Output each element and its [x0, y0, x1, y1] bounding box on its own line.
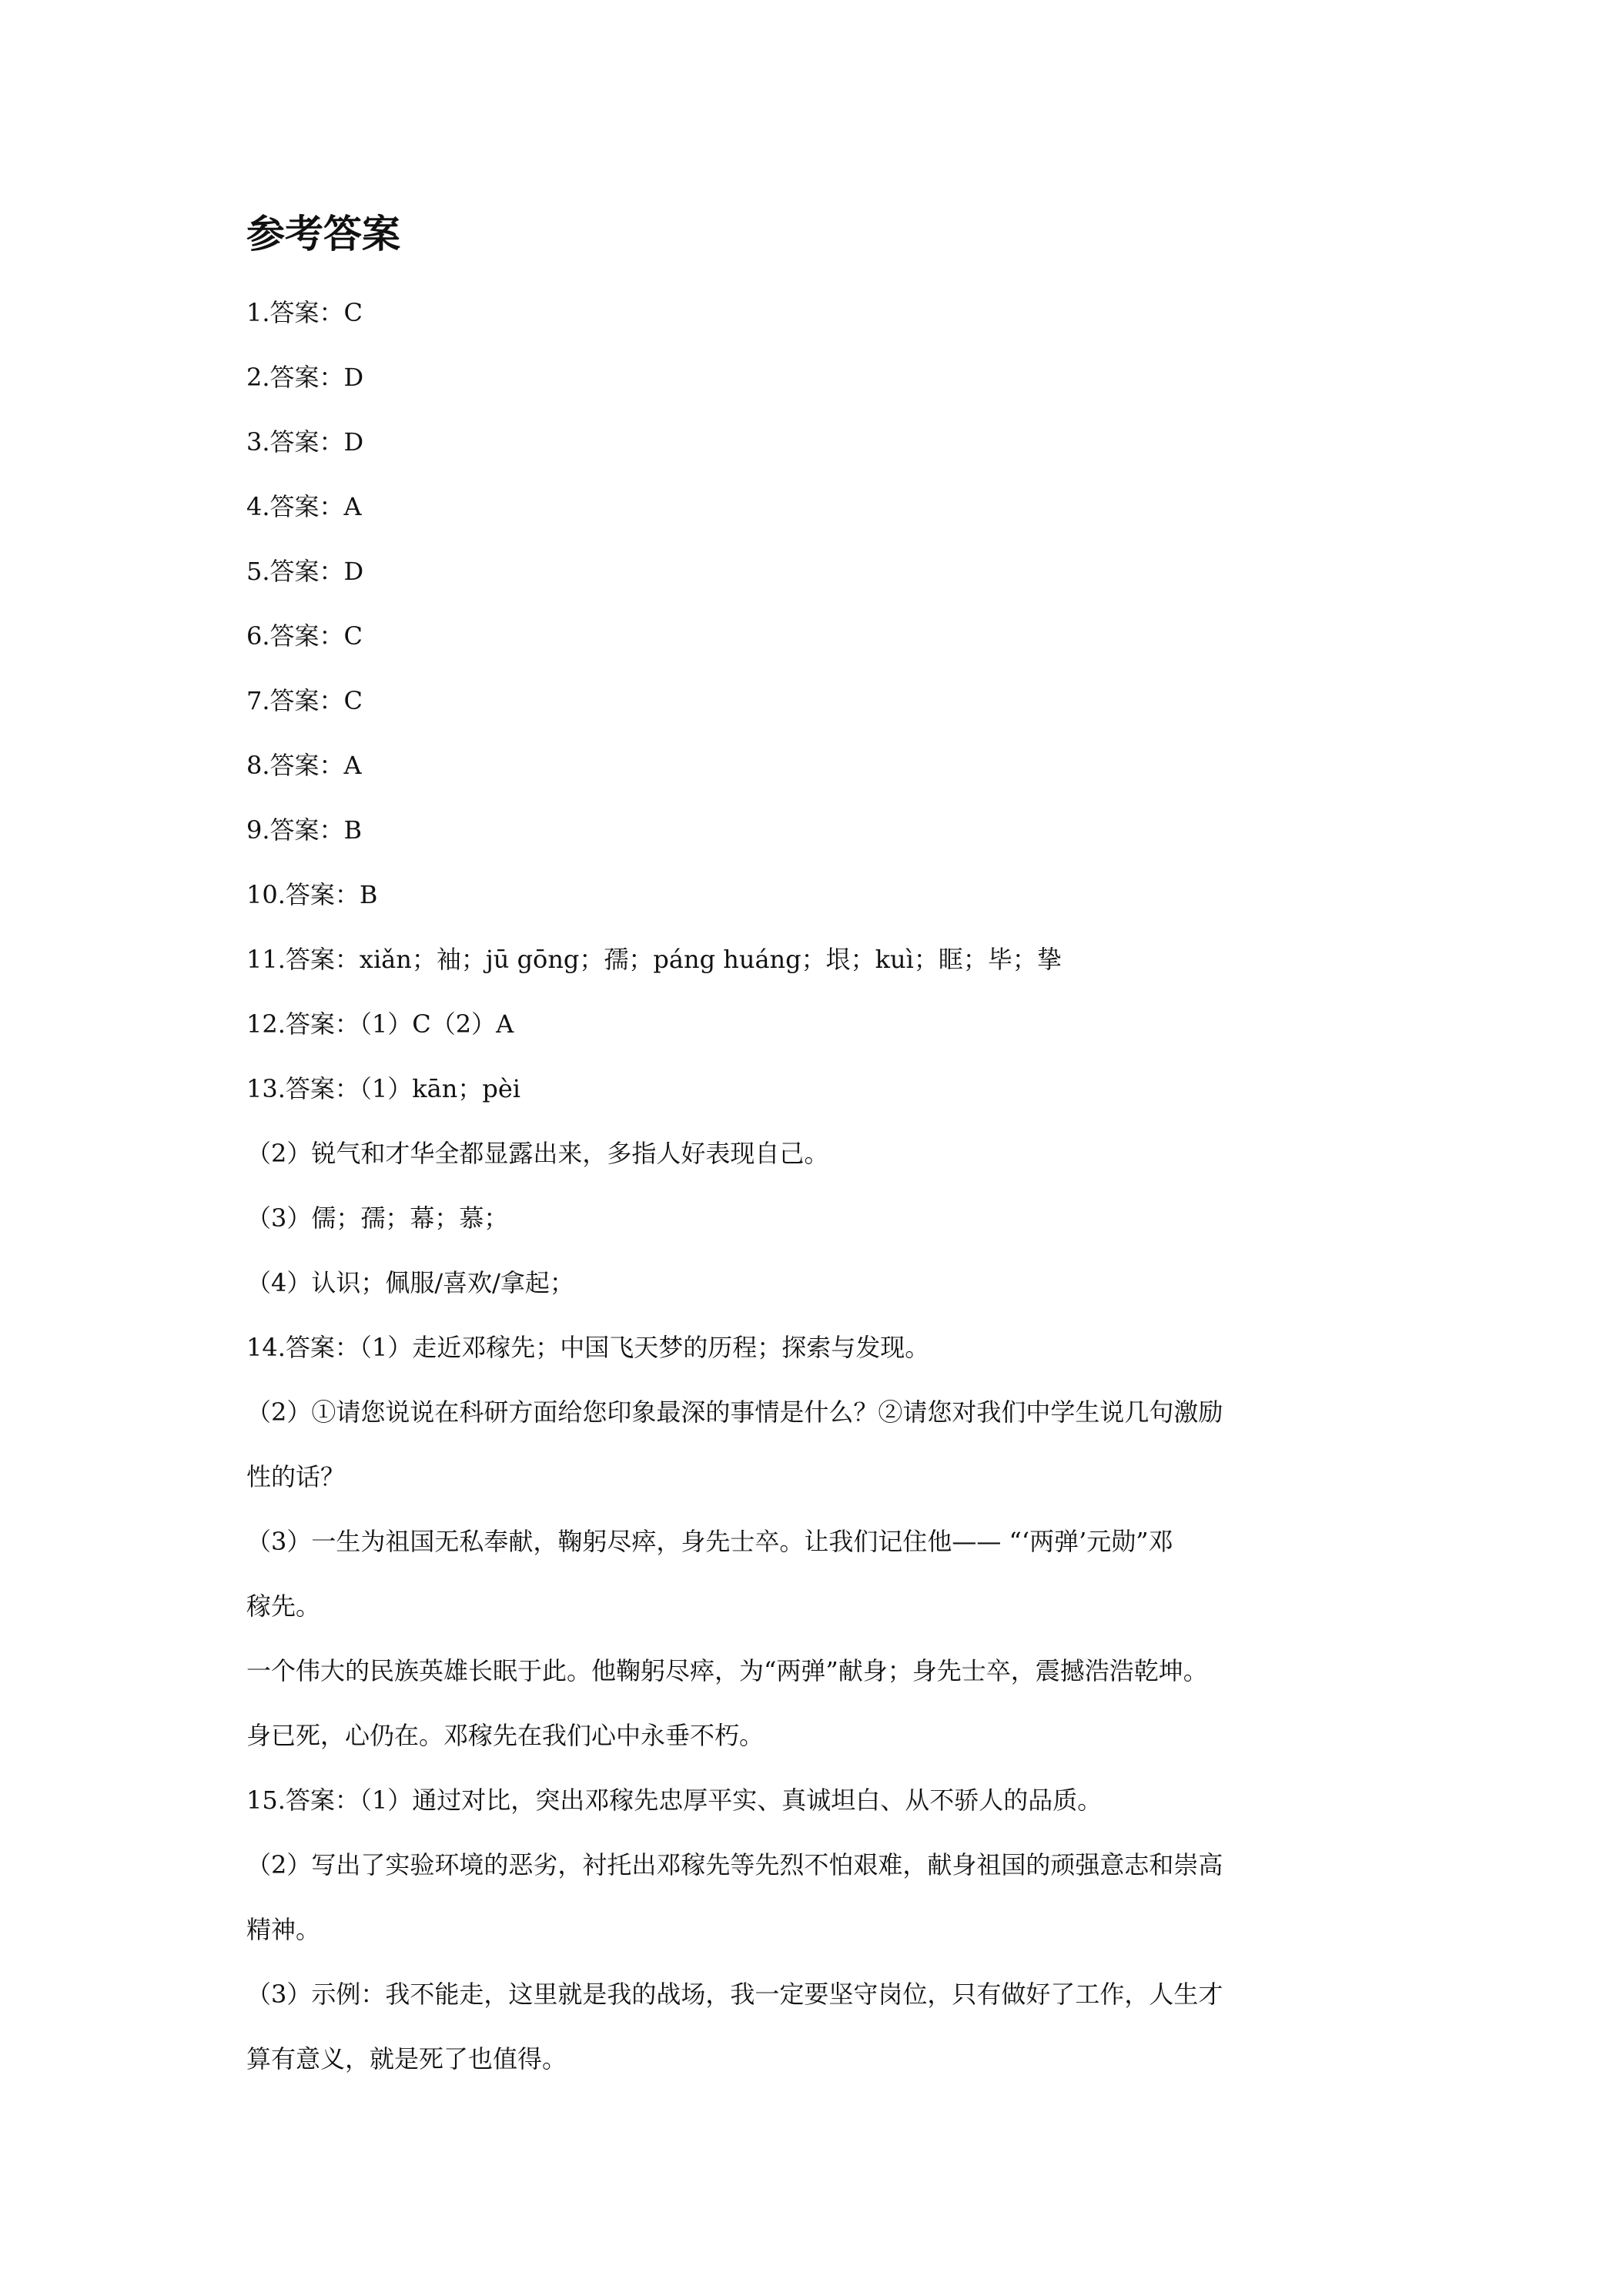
answer-line-12: 12.答案：（1）C（2）A: [246, 1009, 514, 1039]
answer-line-1: 1.答案：C: [246, 298, 363, 327]
answer-line-14-3b: 稼先。: [246, 1591, 321, 1621]
answer-line-15-2b: 精神。: [246, 1915, 321, 1944]
answer-line-2: 2.答案：D: [246, 363, 364, 392]
answer-line-15-2a: （2）写出了实验环境的恶劣，衬托出邓稼先等先烈不怕艰难，献身祖国的顽强意志和崇高: [246, 1850, 1223, 1879]
answer-line-15-3a: （3）示例：我不能走，这里就是我的战场，我一定要坚守岗位，只有做好了工作，人生才: [246, 1980, 1223, 2009]
answer-line-3: 3.答案：D: [246, 427, 364, 457]
answer-line-7: 7.答案：C: [246, 686, 363, 715]
answer-line-14-3d: 身已死，心仍在。邓稼先在我们心中永垂不朽。: [246, 1721, 765, 1750]
answer-line-13: 13.答案：（1）kān；pèi: [246, 1074, 520, 1103]
answer-line-11: 11.答案：xiǎn；袖；jū gōng；孺；páng huáng；垠；kuì；眶；毕；挚: [246, 945, 1062, 974]
answer-line-4: 4.答案：A: [246, 492, 362, 521]
answer-line-14-2a: （2）①请您说说在科研方面给您印象最深的事情是什么？②请您对我们中学生说几句激励: [246, 1397, 1223, 1427]
answer-line-8: 8.答案：A: [246, 751, 362, 780]
answer-line-13-4: （4）认识；佩服/喜欢/拿起；: [246, 1268, 574, 1297]
answer-line-14-3c: 一个伟大的民族英雄长眠于此。他鞠躬尽瘁，为“两弹”献身；身先士卒，震撼浩浩乾坤。: [246, 1656, 1208, 1685]
answer-line-13-2: （2）锐气和才华全都显露出来，多指人好表现自己。: [246, 1139, 829, 1168]
page-title: 参考答案: [246, 212, 400, 256]
answer-line-10: 10.答案：B: [246, 880, 378, 909]
answer-line-9: 9.答案：B: [246, 815, 363, 845]
answer-line-14: 14.答案：（1）走近邓稼先；中国飞天梦的历程；探索与发现。: [246, 1333, 930, 1362]
answer-line-15-3b: 算有意义，就是死了也值得。: [246, 2044, 567, 2073]
answer-line-15: 15.答案：（1）通过对比，突出邓稼先忠厚平实、真诚坦白、从不骄人的品质。: [246, 1786, 1103, 1815]
answer-line-13-3: （3）儒；孺；幕；慕；: [246, 1203, 509, 1233]
answer-line-14-3a: （3）一生为祖国无私奉献，鞠躬尽瘁，身先士卒。让我们记住他—— “‘两弹’元勋”邓: [246, 1527, 1173, 1556]
answer-line-6: 6.答案：C: [246, 621, 363, 651]
answer-line-14-2b: 性的话？: [246, 1462, 346, 1491]
answer-line-5: 5.答案：D: [246, 557, 364, 586]
